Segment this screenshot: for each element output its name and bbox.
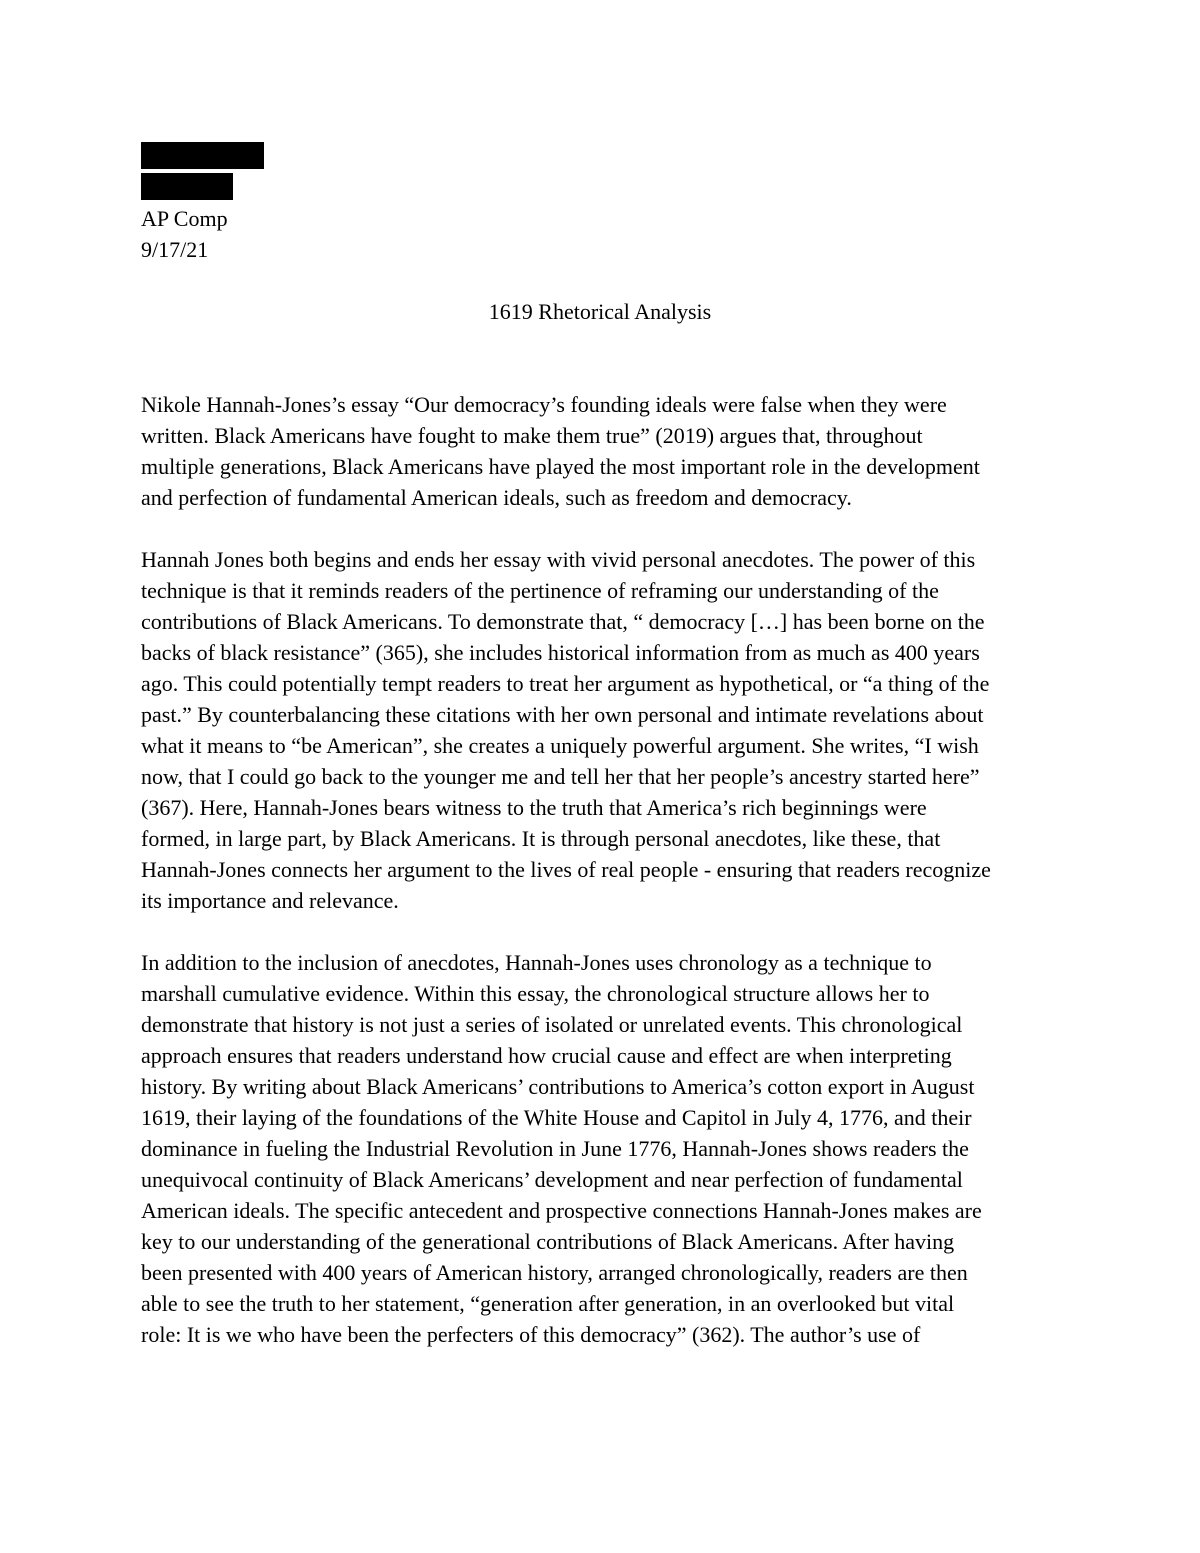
text-line: multiple generations, Black Americans have played the most important role in the development bbox=[141, 454, 980, 479]
document-date: 9/17/21 bbox=[141, 237, 209, 262]
course-name: AP Comp bbox=[141, 206, 228, 231]
paragraph-chronology bbox=[141, 947, 1061, 1350]
text-line: formed, in large part, by Black Americans. It is through personal anecdotes, like these, that bbox=[141, 826, 941, 851]
text-line: American ideals. The specific antecedent and prospective connections Hannah-Jones makes are bbox=[141, 1198, 982, 1223]
text-line: been presented with 400 years of American history, arranged chronologically, readers are then bbox=[141, 1260, 968, 1285]
text-line: backs of black resistance” (365), she includes historical information from as much as 400 years bbox=[141, 640, 980, 665]
redacted-teacher-block bbox=[141, 173, 233, 200]
paragraph-intro bbox=[141, 389, 1061, 513]
text-line: what it means to “be American”, she creates a uniquely powerful argument. She writes, “I wish bbox=[141, 733, 979, 758]
text-line: (367). Here, Hannah-Jones bears witness to the truth that America’s rich beginnings were bbox=[141, 795, 927, 820]
text-line: written. Black Americans have fought to make them true” (2019) argues that, throughout bbox=[141, 423, 923, 448]
text-line: marshall cumulative evidence. Within this essay, the chronological structure allows her to bbox=[141, 981, 930, 1006]
essay-title: 1619 Rhetorical Analysis bbox=[488, 299, 712, 324]
text-line: now, that I could go back to the younger me and tell her that her people’s ancestry started here” bbox=[141, 764, 980, 789]
text-line: role: It is we who have been the perfecters of this democracy” (362). The author’s use of bbox=[141, 1322, 921, 1347]
text-line: history. By writing about Black Americans’ contributions to America’s cotton export in August bbox=[141, 1074, 975, 1099]
text-line: Nikole Hannah-Jones’s essay “Our democracy’s founding ideals were false when they were bbox=[141, 392, 947, 417]
text-line: and perfection of fundamental American ideals, such as freedom and democracy. bbox=[141, 485, 852, 510]
text-line: ago. This could potentially tempt readers to treat her argument as hypothetical, or “a thing of the bbox=[141, 671, 990, 696]
paragraph-anecdotes bbox=[141, 544, 1061, 916]
text-line: Hannah Jones both begins and ends her essay with vivid personal anecdotes. The power of this bbox=[141, 547, 976, 572]
text-line: unequivocal continuity of Black Americans’ development and near perfection of fundamental bbox=[141, 1167, 963, 1192]
text-line: dominance in fueling the Industrial Revolution in June 1776, Hannah-Jones shows readers the bbox=[141, 1136, 969, 1161]
text-line: technique is that it reminds readers of the pertinence of reframing our understanding of the bbox=[141, 578, 939, 603]
text-line: approach ensures that readers understand how crucial cause and effect are when interpreting bbox=[141, 1043, 952, 1068]
text-line: 1619, their laying of the foundations of the White House and Capitol in July 4, 1776, and their bbox=[141, 1105, 972, 1130]
text-line: demonstrate that history is not just a series of isolated or unrelated events. This chronological bbox=[141, 1012, 963, 1037]
text-line: past.” By counterbalancing these citations with her own personal and intimate revelations about bbox=[141, 702, 984, 727]
redacted-name-block bbox=[141, 142, 264, 169]
text-line: In addition to the inclusion of anecdotes, Hannah-Jones uses chronology as a technique to bbox=[141, 950, 932, 975]
text-line: contributions of Black Americans. To demonstrate that, “ democracy […] has been borne on the bbox=[141, 609, 985, 634]
text-line: its importance and relevance. bbox=[141, 888, 399, 913]
text-line: key to our understanding of the generational contributions of Black Americans. After having bbox=[141, 1229, 955, 1254]
text-line: able to see the truth to her statement, “generation after generation, in an overlooked but vital bbox=[141, 1291, 955, 1316]
text-line: Hannah-Jones connects her argument to the lives of real people - ensuring that readers recognize bbox=[141, 857, 991, 882]
